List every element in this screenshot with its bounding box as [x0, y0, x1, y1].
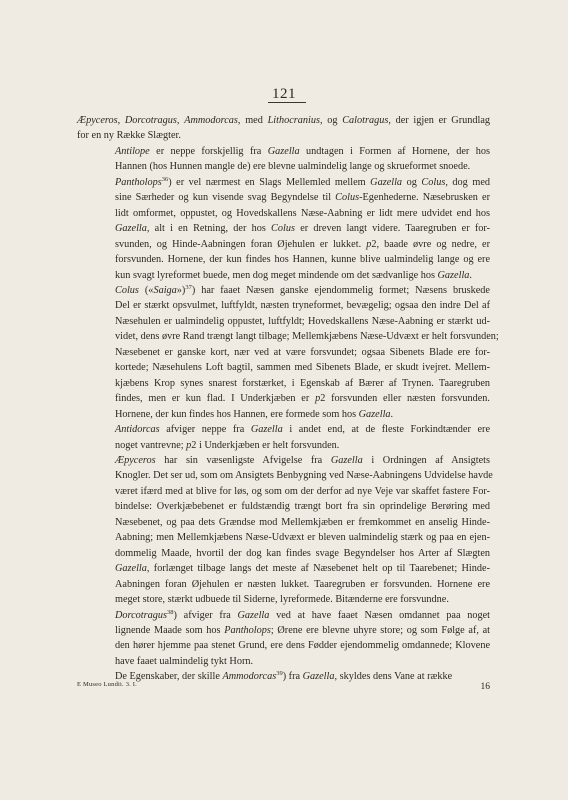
text-run: , der igjen er Grundlag [388, 115, 491, 126]
text-line [77, 376, 490, 391]
text-line [77, 283, 490, 298]
text-line [77, 623, 490, 638]
text-line [77, 577, 490, 592]
italic-term: Dorcotragus [124, 115, 177, 126]
paragraph [77, 113, 490, 144]
italic-term: Antilope [115, 145, 150, 157]
footnote-ref: 39 [276, 670, 283, 678]
footer-signature: E Museo Lundii. 3. I. [77, 681, 137, 688]
text-run: , dog med [445, 176, 490, 188]
italic-term: Antidorcas [115, 424, 160, 436]
text-line [77, 499, 490, 514]
text-run: bindelse: Overkjæbebenet er fuldstændig trængt bort fra sin oprindelige Berøring med [115, 501, 490, 513]
text-run: svunden, og Hinde-Aabningen foran Øjehulen er lukket. [115, 238, 367, 250]
italic-term: p [315, 393, 321, 405]
text-line [77, 268, 490, 283]
text-line [77, 407, 490, 422]
text-run: ) er vel nærmest en Slags Mellemled mellem [168, 176, 371, 188]
text-run: ) afviger fra [173, 609, 238, 621]
text-run: ») [176, 284, 186, 296]
text-line [77, 298, 490, 313]
text-run: er dreven langt videre. Taaregruben er for- [294, 223, 490, 235]
italic-term: Ammodorcas [184, 115, 238, 126]
text-run: -Egenhederne. Næsebrusken er [359, 192, 490, 204]
text-line [77, 128, 490, 143]
page-footer [77, 681, 490, 695]
text-run: 2, baade øvre og nedre, er [371, 238, 490, 250]
italic-term: Colus [421, 176, 446, 188]
text-run: , [117, 115, 125, 126]
page-number-rule [268, 102, 306, 103]
text-run: ) fra [282, 671, 303, 683]
italic-term: Pantholops [115, 176, 162, 188]
text-line [77, 638, 490, 653]
text-run: Næsehulen er ualmindelig oppustet, luftfyldt; Hovedskallens Næse-Aabning er stærkt ud- [115, 315, 490, 327]
text-line [77, 530, 490, 545]
text-line [77, 453, 490, 468]
text-run: i Ordningen af Ansigtets [362, 454, 490, 466]
text-run: , skyldes dens Vane at række [334, 671, 453, 683]
paragraph [77, 144, 490, 175]
text-run: kun svagt lyreformet buede, men dog meget mindende om det sædvanlige hos [115, 269, 438, 281]
text-run: været ifærd med at blive for løs, og som om der derfor ad nye Veje var skaffet fastere For- [115, 485, 490, 497]
italic-term: Dorcotragus [115, 609, 168, 621]
text-run: lidt omformet, oppustet, og Hovedskallens Næse-Aabning er lidt mere udvidet end hos [115, 207, 490, 219]
sheet-number: 16 [480, 682, 490, 692]
footnote-ref: 38 [167, 608, 174, 616]
italic-term: Gazella [302, 671, 335, 683]
footnote-ref: 36 [161, 175, 169, 183]
text-line [77, 113, 490, 128]
text-run: ved at have faaet Næsen omdannet paa noget [269, 609, 490, 621]
text-run: Hannen (hos Hunnen mangle de) ere blevne ualmindelig lange og skrueformet snoede. [115, 161, 471, 173]
text-run: , alt i en Retning, der hos [146, 223, 272, 235]
text-run: ; Ørene ere blevne uhyre store; og som Følge af, at [270, 624, 490, 636]
text-run: , og [319, 115, 343, 126]
text-run: , forlænget tilbage langs det meste af Næsebenet helt op til Taarebenet; Hinde- [146, 563, 490, 575]
text-run: kjæbens Krop synes snarest forstærket, i Egenskab af Bærer af Trynen. Taaregruben [115, 377, 490, 389]
italic-term: Gazella [437, 269, 470, 281]
body-text [77, 113, 499, 685]
text-run: noget vantrevne; [115, 439, 187, 451]
text-run: afviger neppe fra [159, 424, 251, 436]
italic-term: Gazella [358, 408, 391, 420]
text-line [77, 252, 490, 267]
text-run: Aabningen foran Øjehulen er næsten lukket. Taaregruben er forsvunden. Hornene ere [115, 578, 490, 590]
text-line [77, 144, 490, 159]
text-line [77, 608, 490, 623]
italic-term: Colus [271, 223, 295, 235]
italic-term: Gazella [250, 424, 283, 436]
italic-term: Lithocranius [267, 115, 320, 126]
text-line [77, 484, 490, 499]
text-run: i andet end, at de fleste Forkindtænder ere [282, 424, 490, 436]
paragraph [77, 422, 490, 453]
text-line [77, 175, 490, 190]
text-line [77, 221, 490, 236]
text-line [77, 515, 490, 530]
text-run: . [469, 269, 472, 281]
italic-term: Calotragus [342, 115, 389, 126]
text-run: Knogler. Det ser ud, som om Ansigtets Benbygning ved Næse-Aabningens Udvidelse havde [115, 470, 493, 482]
italic-term: Saiga [153, 284, 177, 296]
text-line [77, 561, 490, 576]
italic-term: Colus [115, 284, 139, 296]
text-line [77, 329, 499, 344]
italic-term: Æpyceros [115, 454, 156, 466]
italic-term: Colus [335, 192, 360, 204]
text-run: Hornene, der kun findes hos Hannen, ere formede som hos [115, 408, 359, 420]
text-run: findes, men er kun flad. I Underkjæben er [115, 393, 316, 405]
text-run: Aabning; men Mellemkjæbens Næse-Udvæxt er bleven ualmindelig stærk og paa en ejen- [115, 532, 490, 544]
text-run: undtagen i Formen af Hornene, der hos [299, 145, 490, 157]
text-line [77, 314, 490, 329]
paragraph [77, 608, 490, 670]
italic-term: Gazella [370, 176, 403, 188]
text-run: er neppe forskjellig fra [149, 145, 268, 157]
italic-term: Gazella [237, 609, 270, 621]
text-run: Næsebenet er ganske kort, nær ved at være forsvundet; ogsaa Sibenets Blade ere for- [115, 346, 490, 358]
text-run: dommelig Maade, hvortil der dog kan findes svage Begyndelser hos Arter af Slægten [115, 547, 490, 559]
italic-term: Pantholops [224, 624, 271, 636]
text-run: 2 forsvunden eller næsten forsvunden. [320, 393, 490, 405]
text-line [77, 345, 490, 360]
paragraph [77, 283, 499, 422]
text-run: De Egenskaber, der skille [115, 671, 223, 683]
text-run: 2 i Underkjæben er helt forsvunden. [191, 439, 340, 451]
text-run: Næsebenet, og paa dets Grændse mod Mellemkjæben er fremkommet en anselig Hinde- [115, 516, 490, 528]
text-run: kortede; Næsehulens Loft bagtil, sammen med Sibenets Blade, er skudt ivejret. Mellem- [115, 362, 490, 374]
italic-term: Gazella [330, 454, 363, 466]
text-run: forsvunden. Hornene, der kun findes hos Hannen, kunne blive ualmindelig lange og ere [115, 254, 490, 266]
text-run: lignende Maade som hos [115, 624, 225, 636]
text-line [77, 360, 490, 375]
text-run: og [402, 176, 422, 188]
text-run: sine Særheder og kun visende svag Begyndelse til [115, 192, 336, 204]
text-run: Del er stærkt opsvulmet, luftfyldt, næsten tryneformet, bevægelig; ogsaa den indre Del af [115, 300, 490, 312]
text-run: har sin væsenligste Afvigelse fra [155, 454, 331, 466]
text-run: . [390, 408, 394, 420]
text-run: ) har faaet Næsen ganske ejendommelig formet; Næsens bruskede [191, 284, 490, 296]
text-line [77, 190, 490, 205]
text-line [77, 546, 490, 561]
page-number: 121 [272, 86, 296, 102]
text-run: (« [138, 284, 154, 296]
italic-term: p [186, 439, 192, 451]
italic-term: Gazella [115, 223, 147, 235]
italic-term: Ammodorcas [222, 671, 277, 683]
italic-term: Gazella [267, 145, 300, 157]
italic-term: p [366, 238, 372, 250]
text-run: , [176, 115, 185, 126]
text-line [77, 422, 490, 437]
text-line [77, 159, 490, 174]
text-line [77, 468, 493, 483]
italic-term: Gazella [115, 563, 147, 575]
text-line [77, 237, 490, 252]
paragraph [77, 175, 490, 283]
footnote-ref: 37 [185, 283, 192, 291]
text-run: videt, dens øvre Rand trængt langt tilbage; Mellemkjæbens Næse-Udvæxt er helt forsvunden; [115, 331, 499, 343]
text-line [77, 391, 490, 406]
text-line [77, 206, 490, 221]
text-run: den hører hjemme paa stenet Grund, ere dens Fødder ejendommelig omdannede; Klovene [115, 640, 490, 652]
text-line [77, 438, 490, 453]
text-run: meget store, stærkt udbuede til Siderne, lyreformede. Bitænderne ere forsvundne. [115, 594, 449, 606]
paragraph [77, 453, 493, 608]
text-line [77, 654, 490, 669]
text-line [77, 592, 490, 607]
italic-term: Æpyceros [77, 115, 118, 126]
text-run: , med [237, 115, 268, 126]
text-run: for en ny Række Slægter. [77, 130, 181, 142]
text-run: have faaet ualmindelig tykt Horn. [115, 655, 254, 667]
